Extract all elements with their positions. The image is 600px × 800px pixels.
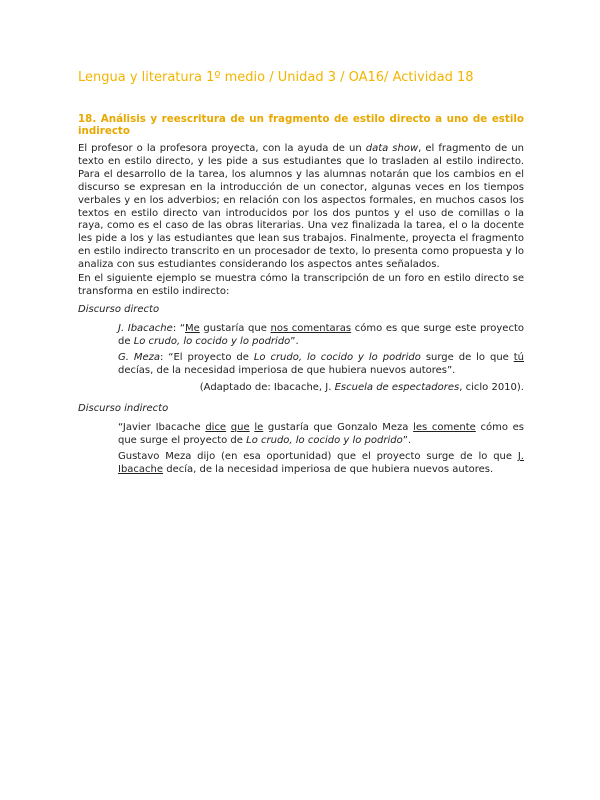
underlined-que: que — [230, 422, 250, 433]
underlined-nos-comentaras: nos comentaras — [270, 323, 352, 334]
q3-text-b: gustaría que Gonzalo Meza — [263, 422, 414, 433]
citation-text-a: (Adaptado de: Ibacache, J. — [199, 382, 335, 393]
indirect-quote-1 — [118, 421, 524, 447]
intro-text-b: , el fragmento de un texto en estilo directo, y les pide a sus estudiantes que lo trasladen al estilo indirecto. Para el desarrollo de la tarea, los alumnos y las alumnas notarán que los cambios en el discurso se expresan en la introducción de un conector, algunas veces en los tiempos verbales y en los adverbios; en relación con los aspectos formales, en muchos casos los textos en estilo directo van introducidos por los dos puntos y el uso de comillas o la raya, como es el caso de las obras literarias. Una vez finalizada la tarea, el o la docente les pide a los y las estudiantes que lean sus trabajos. Finalmente, proyecta el fragmento en estilo indirecto transcrito en un procesador de texto, lo presenta como propuesta y lo analiza con sus estudiantes considerando los aspectos antes señalados. — [78, 143, 524, 271]
indirect-speech-label-text: Discurso indirecto — [78, 403, 169, 414]
intro-paragraph — [78, 143, 524, 272]
citation-text-b: , ciclo 2010). — [459, 382, 524, 393]
q1-text-b: cómo es que surge este proyecto de — [118, 323, 524, 347]
q1-end: ”. — [290, 336, 299, 347]
activity-title-text: 18. Análisis y reescritura de un fragmento de estilo directo a uno de estilo indirecto — [78, 113, 524, 137]
work-title: Lo crudo, lo cocido y lo podrido — [133, 336, 291, 347]
q2-text-b: surge de lo que — [420, 352, 514, 363]
citation-work: Escuela de espectadores — [334, 382, 460, 393]
indirect-speech-label — [78, 402, 168, 415]
underlined-les-comente: les comente — [413, 422, 476, 433]
speaker-meza: G. Meza — [118, 352, 161, 363]
direct-quote-ibacache — [118, 322, 524, 348]
underlined-tu: tú — [513, 352, 524, 363]
activity-title — [78, 113, 524, 137]
breadcrumb-text: Lengua y literatura 1º medio / Unidad 3 / OA16/ Actividad 18 — [78, 70, 474, 85]
intro-data-show: data show — [365, 143, 419, 154]
example-intro-paragraph — [78, 273, 524, 299]
q3-text-a: “Javier Ibacache — [118, 422, 206, 433]
underlined-me: Me — [185, 323, 200, 334]
q4-text-a: Gustavo Meza dijo (en esa oportunidad) que el proyecto surge de lo que — [118, 451, 518, 462]
q4-text-b: decía, de la necesidad imperiosa de que hubiera nuevos autores. — [163, 464, 494, 475]
quote-open: : “ — [172, 323, 185, 334]
work-title: Lo crudo, lo cocido y lo podrido — [253, 352, 421, 363]
intro-text-a: El profesor o la profesora proyecta, con la ayuda de un — [78, 143, 366, 154]
direct-quote-meza — [118, 351, 524, 377]
q2-text-a: : “El proyecto de — [160, 352, 254, 363]
underlined-dice: dice — [205, 422, 227, 433]
direct-speech-label-text: Discurso directo — [78, 304, 160, 315]
q1-text-a: gustaría que — [199, 323, 271, 334]
q3-end: ”. — [402, 435, 412, 446]
underlined-le: le — [254, 422, 264, 433]
breadcrumb — [78, 70, 474, 85]
q2-text-c: decías, de la necesidad imperiosa de que hubiera nuevos autores”. — [118, 365, 456, 376]
source-citation — [200, 381, 524, 394]
indirect-quote-2 — [118, 450, 524, 476]
speaker-ibacache: J. Ibacache — [118, 323, 173, 334]
direct-speech-label — [78, 303, 159, 316]
underlined-j-ibacache: J. Ibacache — [118, 451, 524, 475]
work-title: Lo crudo, lo cocido y lo podrido — [246, 435, 403, 446]
example-intro-text: En el siguiente ejemplo se muestra cómo la transcripción de un foro en estilo directo se transforma en estilo indirecto: — [78, 273, 524, 297]
q3-text-c: cómo es que surge el proyecto de — [118, 422, 524, 446]
